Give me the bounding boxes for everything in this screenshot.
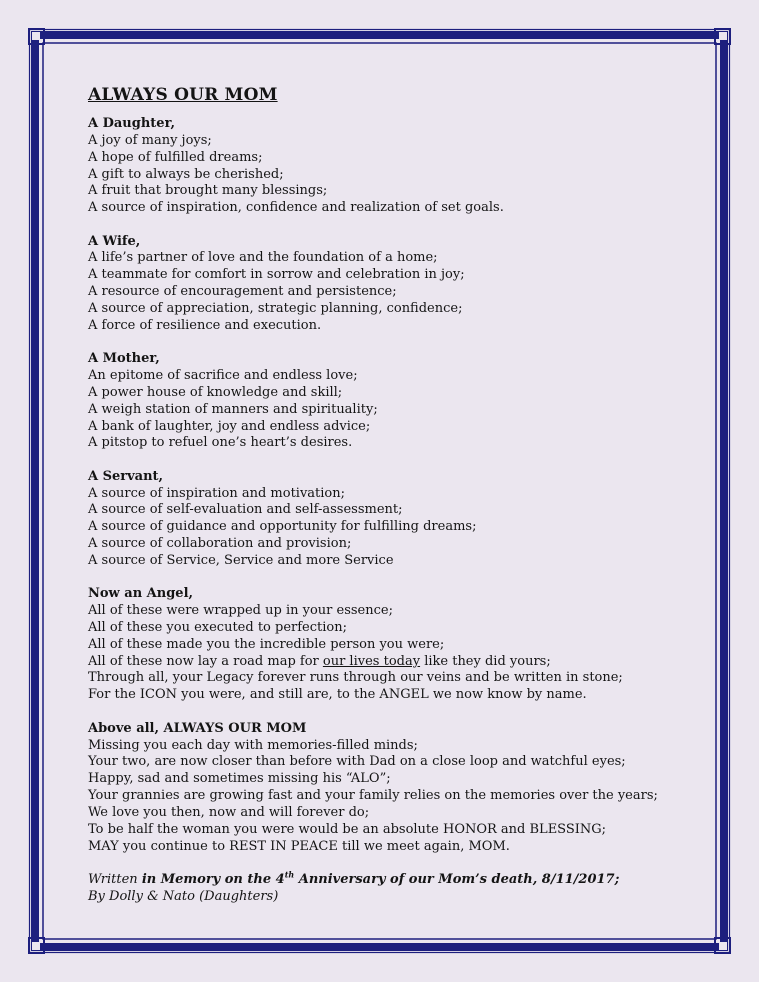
poem-line: A force of resilience and execution. — [88, 317, 322, 333]
poem-line: All of these you executed to perfection; — [88, 619, 347, 635]
underlined-phrase: our lives today — [322, 653, 421, 669]
stanza-heading: Now an Angel, — [88, 586, 194, 602]
poem-line: MAY you continue to REST IN PEACE till we meet again, MOM. — [88, 838, 510, 854]
stanza-above-all — [88, 721, 688, 856]
poem-line: We love you then, now and will forever do; — [88, 804, 370, 820]
poem-line: All of these were wrapped up in your essence; — [88, 603, 393, 619]
poem-line: A hope of fulfilled dreams; — [88, 149, 263, 165]
dedication-line — [88, 869, 688, 889]
poem-line: A source of guidance and opportunity for fulfilling dreams; — [88, 519, 477, 535]
stanza-mother — [88, 351, 688, 452]
poem-line: A source of inspiration and motivation; — [88, 485, 346, 501]
poem-line: Missing you each day with memories-filled minds; — [88, 737, 418, 753]
poem-line: All of these now lay a road map for our lives today like they did yours; — [88, 653, 551, 669]
poem-line: A life’s partner of love and the foundation of a home; — [88, 250, 438, 266]
stanza-heading: A Daughter, — [88, 116, 176, 131]
poem-line: A source of self-evaluation and self-assessment; — [88, 502, 403, 518]
poem-line: Happy, sad and sometimes missing his “ALO”; — [88, 771, 391, 787]
stanza-servant — [88, 469, 688, 570]
poem-line: A bank of laughter, joy and endless advice; — [88, 418, 371, 434]
dedication-footer — [88, 869, 688, 906]
poem-line: A source of collaboration and provision; — [88, 536, 352, 552]
written-word: Written — [88, 871, 138, 887]
poem-line: An epitome of sacrifice and endless love; — [88, 367, 358, 383]
poem-line: All of these made you the incredible person you were; — [88, 636, 445, 652]
stanza-wife — [88, 234, 688, 335]
stanza-heading: A Mother, — [88, 351, 160, 367]
poem-line: Through all, your Legacy forever runs through our veins and be written in stone; — [88, 670, 623, 686]
poem-line: Your two, are now closer than before with Dad on a close loop and watchful eyes; — [88, 754, 626, 770]
poem-line: Your grannies are growing fast and your family relies on the memories over the years; — [88, 788, 658, 804]
poem-line: A resource of encouragement and persistence; — [88, 284, 397, 300]
stanza-heading: A Wife, — [88, 233, 141, 249]
poem-line: A gift to always be cherished; — [88, 166, 284, 182]
poem-line: A teammate for comfort in sorrow and celebration in joy; — [88, 267, 465, 283]
poem-line: A weigh station of manners and spirituality; — [88, 401, 378, 417]
poem-line: A power house of knowledge and skill; — [88, 384, 343, 400]
stanza-daughter — [88, 116, 688, 217]
stanza-angel — [88, 586, 688, 704]
poem-line: A joy of many joys; — [88, 132, 212, 148]
stanza-heading: A Servant, — [88, 468, 164, 484]
authors-line: By Dolly & Nato (Daughters) — [88, 888, 279, 904]
poem-title: ALWAYS OUR MOM — [88, 85, 278, 105]
poem-document — [88, 84, 688, 906]
poem-line: A source of Service, Service and more Service — [88, 552, 394, 568]
poem-line: A source of inspiration, confidence and realization of set goals. — [88, 200, 504, 216]
poem-line: For the ICON you were, and still are, to the ANGEL we now know by name. — [88, 687, 587, 703]
poem-line: A source of appreciation, strategic planning, confidence; — [88, 300, 463, 316]
stanza-heading: Above all, ALWAYS OUR MOM — [88, 720, 307, 736]
poem-line: To be half the woman you were would be an absolute HONOR and BLESSING; — [88, 821, 607, 837]
poem-line: A fruit that brought many blessings; — [88, 183, 328, 199]
memory-text: in Memory on the 4th Anniversary of our Mom’s death, 8/11/2017; — [141, 869, 620, 887]
poem-line: A pitstop to refuel one’s heart’s desires. — [88, 435, 353, 451]
